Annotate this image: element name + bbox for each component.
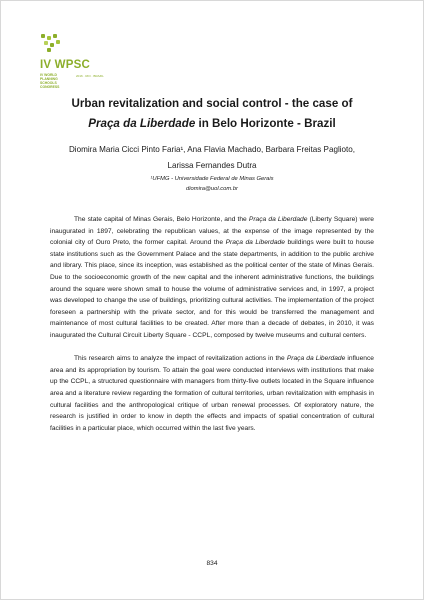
title-part1: Urban revitalization and social control - the case of: [71, 97, 353, 110]
p2-italic-b: Praça da Liberdade: [286, 355, 346, 363]
paragraph-1: [50, 214, 374, 342]
page-number: 834: [206, 560, 218, 567]
p2-text-a: This research aims to analyze the impact of revitalization actions in the: [74, 355, 287, 363]
affiliation: ¹UFMG - Universidade Federal de Minas Gerais: [150, 176, 274, 182]
author-email: diomira@uol.com.br: [186, 186, 238, 192]
abstract-body: [50, 214, 374, 446]
p1-italic-b: Praça da Liberdade: [248, 216, 308, 223]
logo-emblem-icon: [40, 32, 66, 54]
title-part2: in Belo Horizonte - Brazil: [195, 117, 336, 130]
logo-title: IV WPSC: [40, 59, 90, 71]
p2-text-c: influence area and its appropriation by tourism. To attain the goal were conducted interviews with institutions that make up the CCPL, a structured questionnaire with managers from thirty-five outlets located in the Square influence area and a literature review regarding the formation of cultural territories, urban revitalization with emphasis in cultural facilities and the anthropological critique of urban renewal processes. Of exploratory nature, the research is justified in order to know in depth the effects and impacts of spatial concentration of cultural facilities in a particular place, which occurred within the last five years.: [50, 355, 375, 432]
p1-text-a: The state capital of Minas Gerais, Belo Horizonte, and the: [74, 216, 249, 223]
conference-logo: [40, 32, 160, 89]
title-italic: Praça da Liberdade: [88, 117, 196, 130]
p1-text-e: buildings were built to house state institutions such as the Government Palace and the state departments, in addition to the public archive and library. This place, since its inception, was established as the political center of the state of Minas Gerais. Due to the socioeconomic growth of the new capital and the inherent administrative functions, the buildings around the square were shown small to house the volume of administrative services and, in 1997, a project was developed to change the use of buildings, prioritizing cultural activities. The implementation of the project foreseen a partnership with the private sector, and for this would be transferred the management and maintenance of most cultural facilities to be created. After more than a decade of debates, in 2010, it was inaugurated the Cultural Circuit Liberty Square - CCPL, composed by twelve museums and cultural centers.: [50, 239, 374, 339]
p1-text-c: (Liberty Square) were inaugurated in 1897, celebrating the republican values, at the expense of the image represented by the colonial city of Ouro Preto, the former capital. Around the: [50, 216, 374, 247]
paragraph-2: [50, 353, 374, 434]
authors-line-1: Diomira Maria Cicci Pinto Faria¹, Ana Flavia Machado, Barbara Freitas Paglioto,: [68, 145, 356, 154]
authors-line-2: Larissa Fernandes Dutra: [167, 160, 257, 170]
affiliation-block: [40, 174, 384, 194]
paper-title: [56, 94, 368, 134]
logo-tagline: 2016 · RIO · BRAZIL: [76, 74, 104, 78]
author-list: [40, 142, 384, 173]
p1-italic-d: Praça da Liberdade: [225, 239, 285, 247]
logo-subtitle: IV WORLD PLANNING SCHOOLS CONGRESS: [40, 73, 60, 89]
